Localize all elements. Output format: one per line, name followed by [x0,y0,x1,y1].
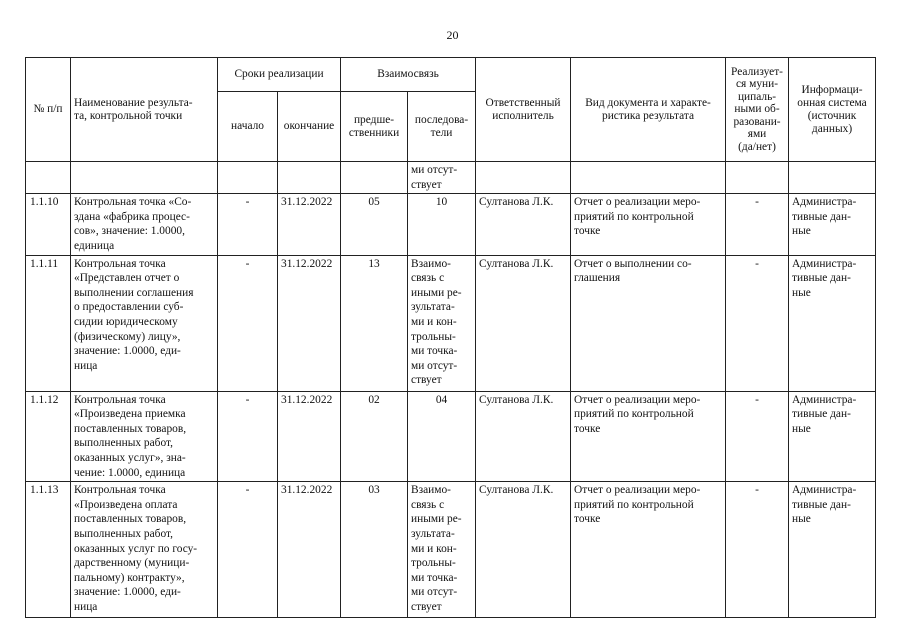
row-predecessors: 03 [341,482,408,618]
row-start: - [218,194,278,255]
row-end: 31.12.2022 [278,194,341,255]
header-name: Наименование результа- та, контрольной точки [71,58,218,162]
row-num: 1.1.10 [26,194,71,255]
header-start: начало [218,92,278,162]
row-start: - [218,482,278,618]
row-responsible: Султанова Л.К. [476,482,571,618]
row-predecessors: 02 [341,391,408,482]
control-points-table [25,57,876,618]
continuation-successors: ми отсут- ствует [408,162,476,194]
row-start: - [218,255,278,391]
row-successors: Взаимо- связь с иными ре- зультата- ми и кон- трольны- ми точка- ми отсут- ствует [408,482,476,618]
header-relation: Взаимосвязь [341,58,476,92]
row-doc-type: Отчет о реализации меро- приятий по контрольной точке [571,194,726,255]
row-name: Контрольная точка «Произведена приемка поставленных товаров, выполненных работ, оказанных услуг», зна- чение: 1.0000, единица [71,391,218,482]
row-doc-type: Отчет о реализации меро- приятий по контрольной точке [571,391,726,482]
row-municipal: - [726,482,789,618]
row-num: 1.1.13 [26,482,71,618]
header-doc-type: Вид документа и характе- ристика результата [571,58,726,162]
row-successors: 04 [408,391,476,482]
page-number: 20 [446,28,459,42]
table-body [26,162,876,618]
row-start: - [218,391,278,482]
row-responsible: Султанова Л.К. [476,194,571,255]
row-num: 1.1.12 [26,391,71,482]
row-info-system: Администра- тивные дан- ные [789,391,876,482]
header-info-system: Информаци- онная система (источник данных) [789,58,876,162]
header-successors: последова- тели [408,92,476,162]
row-successors: Взаимо- связь с иными ре- зультата- ми и кон- трольны- ми точка- ми отсут- ствует [408,255,476,391]
header-deadlines: Сроки реализации [218,58,341,92]
table-row [26,391,876,482]
row-name: Контрольная точка «Произведена оплата поставленных товаров, выполненных работ, оказанных услуг по госу- дарственному (муници- пальному) контракту», значение: 1.0000, еди- ница [71,482,218,618]
continuation-row [26,162,876,194]
row-info-system: Администра- тивные дан- ные [789,482,876,618]
table-row [26,194,876,255]
row-info-system: Администра- тивные дан- ные [789,255,876,391]
row-end: 31.12.2022 [278,255,341,391]
row-doc-type: Отчет о выполнении со- глашения [571,255,726,391]
row-name: Контрольная точка «Со- здана «фабрика процес- сов», значение: 1.0000, единица [71,194,218,255]
row-doc-type: Отчет о реализации меро- приятий по контрольной точке [571,482,726,618]
header-responsible: Ответственный исполнитель [476,58,571,162]
row-successors: 10 [408,194,476,255]
table-header [26,58,876,162]
row-name: Контрольная точка «Представлен отчет о выполнении соглашения о предоставлении суб- сидии юридическому (физическому) лицу», значение: 1.0000, еди- ница [71,255,218,391]
row-responsible: Султанова Л.К. [476,391,571,482]
header-num: № п/п [26,58,71,162]
header-end: окончание [278,92,341,162]
row-end: 31.12.2022 [278,391,341,482]
row-municipal: - [726,391,789,482]
row-predecessors: 05 [341,194,408,255]
row-end: 31.12.2022 [278,482,341,618]
table-row [26,255,876,391]
row-predecessors: 13 [341,255,408,391]
row-municipal: - [726,255,789,391]
header-predecessors: предше- ственники [341,92,408,162]
table-row [26,482,876,618]
row-responsible: Султанова Л.К. [476,255,571,391]
row-num: 1.1.11 [26,255,71,391]
row-info-system: Администра- тивные дан- ные [789,194,876,255]
row-municipal: - [726,194,789,255]
header-municipal: Реализует- ся муни- ципаль- ными об- разовани- ями (да/нет) [726,58,789,162]
